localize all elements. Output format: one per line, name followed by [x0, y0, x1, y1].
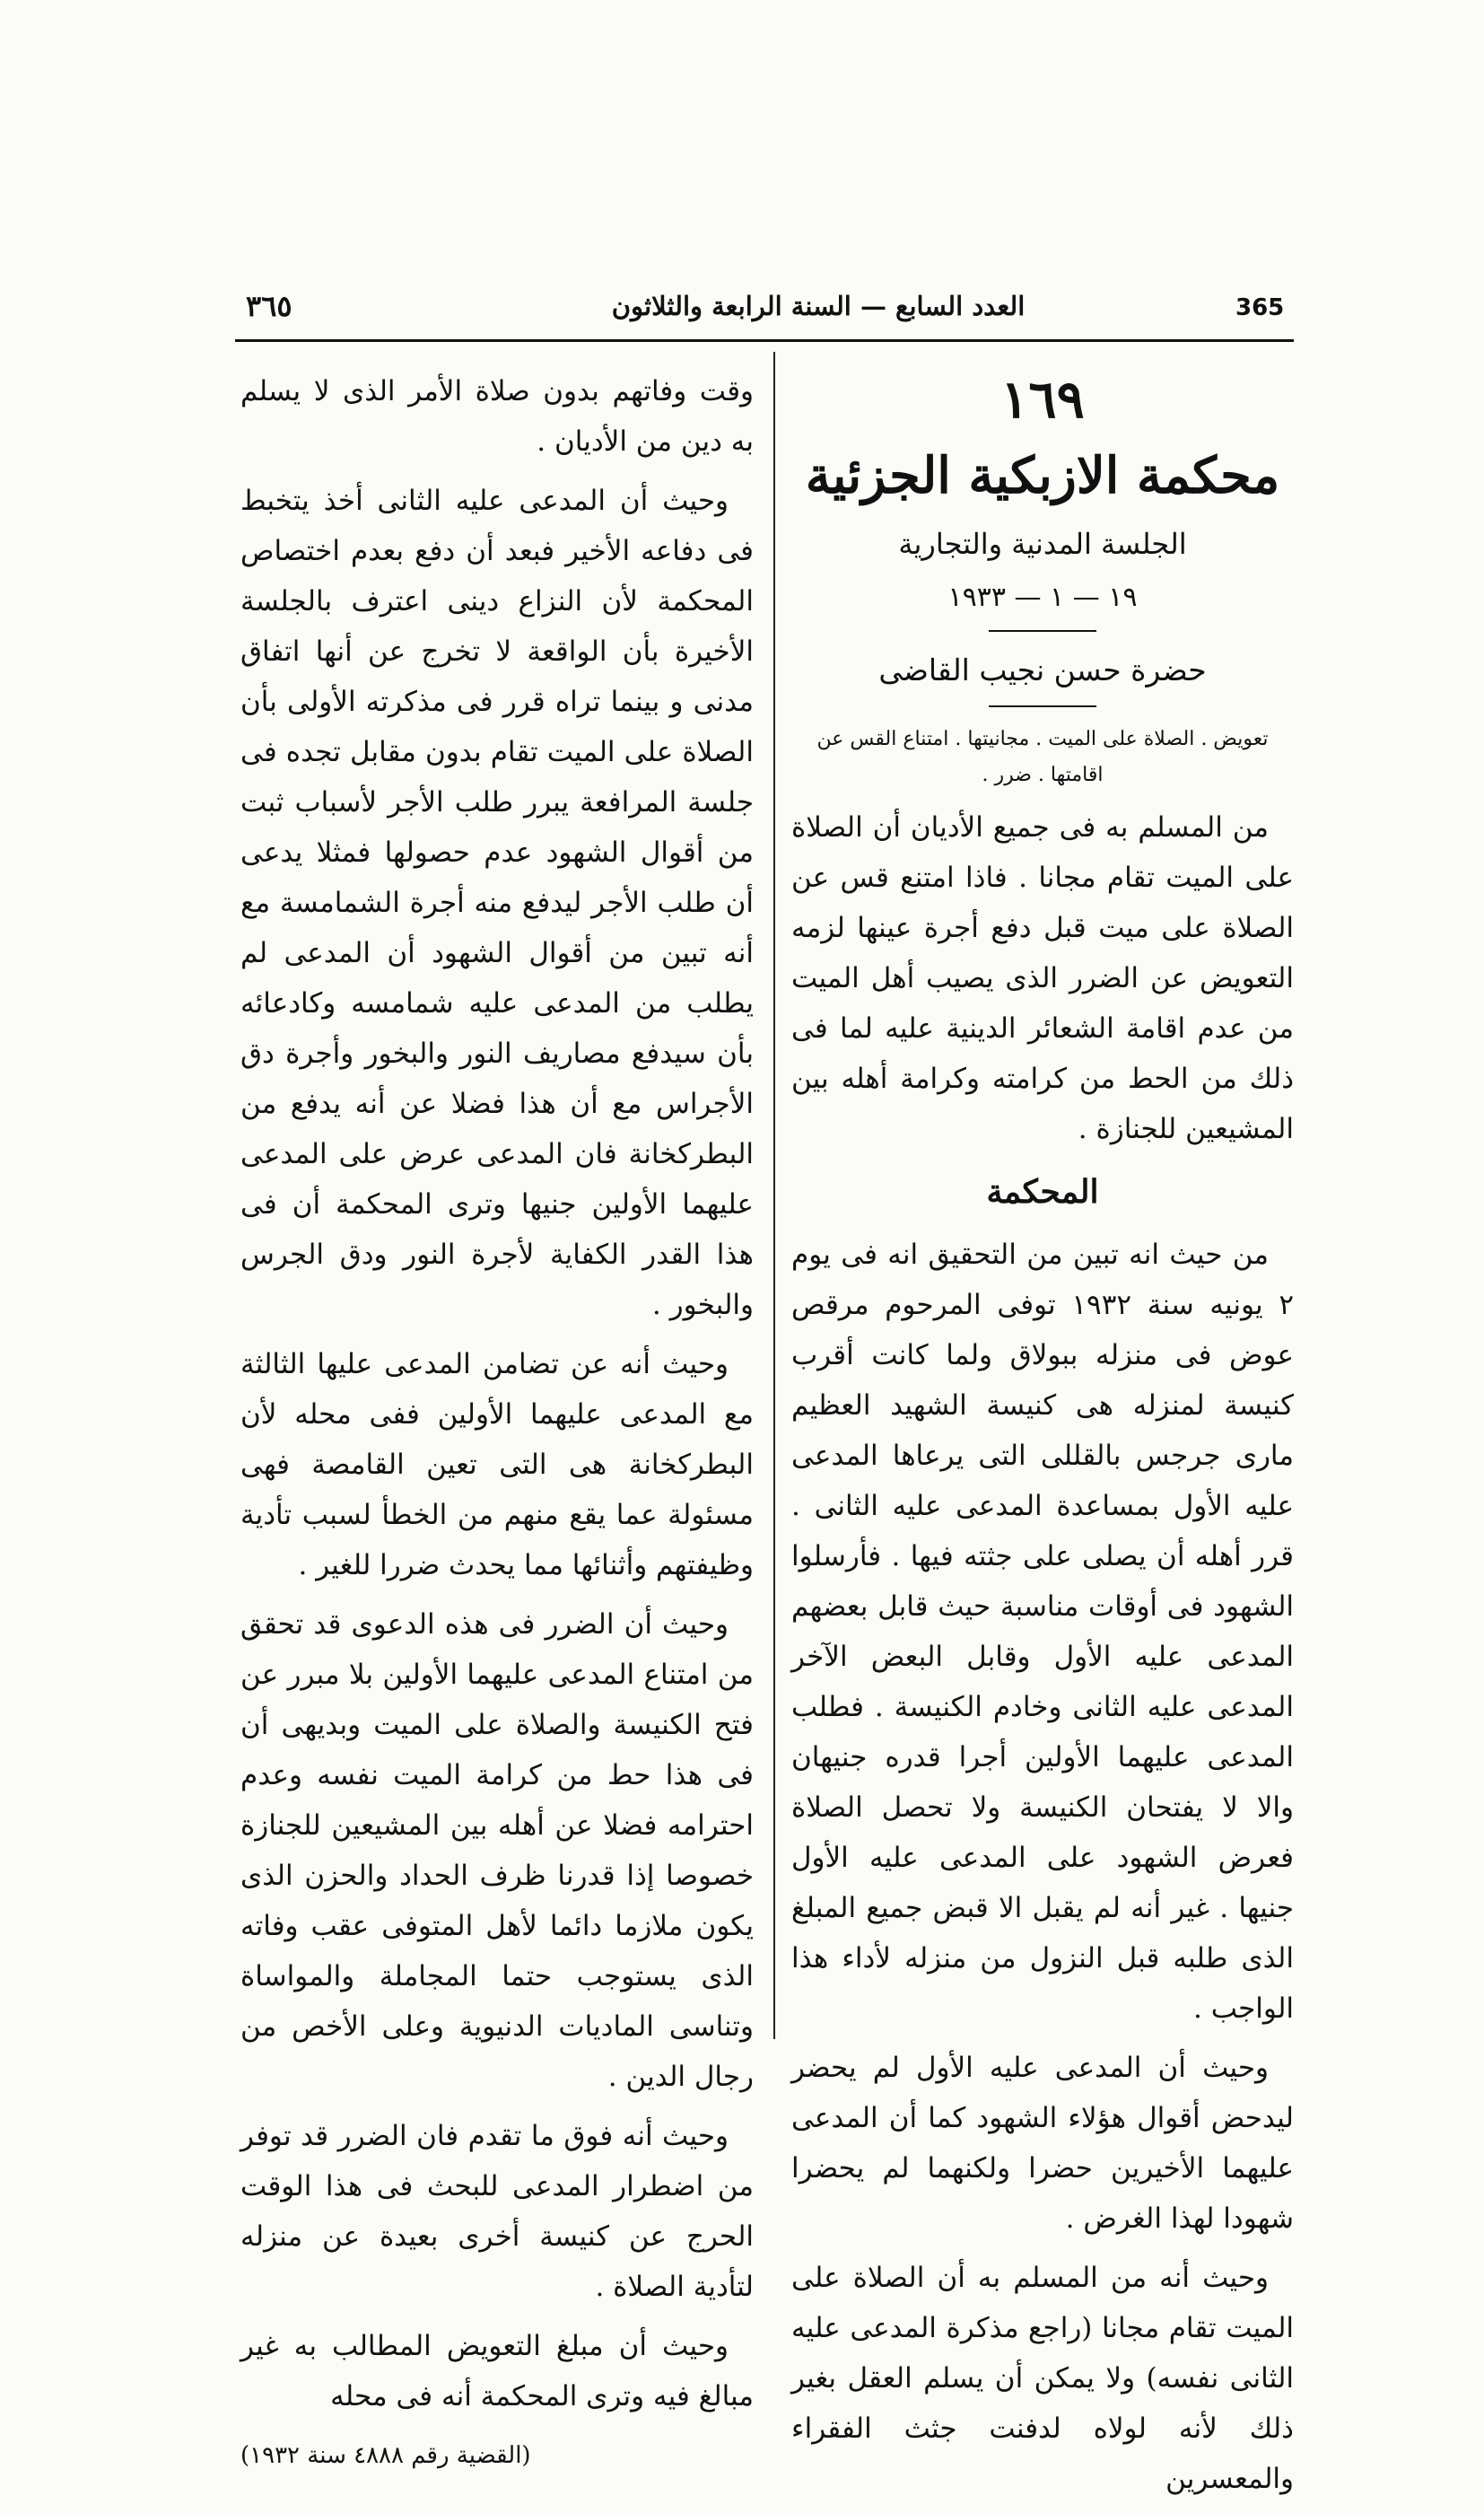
header-rule [235, 339, 1294, 342]
separator-rule [989, 630, 1096, 632]
judgment-paragraph: وقت وفاتهم بدون صلاة الأمر الذى لا يسلم به دين من الأديان . [240, 375, 754, 458]
issue-title: العدد السابع — السنة الرابعة والثلاثون [611, 291, 1026, 321]
left-column [240, 366, 754, 2490]
judgment-paragraph: وحيث أن مبلغ التعويض المطالب به غير مبالغ فيه وترى المحكمة أنه فى محله [240, 2330, 754, 2412]
session-date: ١٩ — ١ — ١٩٣٣ [947, 582, 1138, 613]
judgment-paragraph: من حيث انه تبين من التحقيق انه فى يوم ٢ يونيه سنة ١٩٣٢ توفى المرحوم مرقص عوض فى منزله ببولاق ولما كانت أقرب كنيسة لمنزله هى كنيسة الشهيد العظيم مارى جرجس بالقللى التى يرعاها المدعى عليه الأول بمساعدة المدعى عليه الثانى . قرر أهله أن يصلى على جثته فيها . فأرسلوا الشهود فى أوقات مناسبة حيث قابل بعضهم المدعى عليه الأول وقابل البعض الآخر المدعى عليه الثانى وخادم الكنيسة . فطلب المدعى عليهما الأولين أجرا قدره جنيهان والا لا يفتحان الكنيسة ولا تحصل الصلاة فعرض الشهود على المدعى عليه الأول جنيها . غير أنه لم يقبل الا قبض جميع المبلغ الذى طلبه قبل النزول من منزله لأداء هذا الواجب . [791, 1239, 1294, 2025]
judgment-paragraph: وحيث أنه من المسلم به أن الصلاة على الميت تقام مجانا (راجع مذكرة المدعى عليه الثانى نفسه) ولا يمكن أن يسلم العقل بغير ذلك لأنه لولاه لدفنت جثث الفقراء والمعسرين [791, 2262, 1294, 2495]
judgment-paragraph: وحيث أن الضرر فى هذه الدعوى قد تحقق من امتناع المدعى عليهما الأولين بلا مبرر عن فتح الكنيسة والصلاة على الميت وبديهى أن فى هذا حط من كرامة الميت نفسه وعدم احترامه فضلا عن أهله بين المشيعين للجنازة خصوصا إذا قدرنا ظرف الحداد والحزن الذى يكون ملازما دائما لأهل المتوفى عقب وفاته الذى يستوجب حتما المجاملة والمواساة وتناسى الماديات الدنيوية وعلى الأخص من رجال الدين . [240, 1608, 754, 2093]
case-number: ١٦٩ [1000, 369, 1085, 430]
separator-rule [989, 705, 1096, 707]
case-keywords: تعويض . الصلاة على الميت . مجانيتها . امتناع القس عن اقامتها . ضرر . [816, 728, 1269, 786]
judgment-paragraph: وحيث أنه فوق ما تقدم فان الضرر قد توفر من اضطرار المدعى للبحث فى هذا الوقت الحرج عن كنيسة أخرى بعيدة عن منزله لتأدية الصلاة . [240, 2120, 754, 2303]
case-citation: (القضية رقم ٤٨٨٨ سنة ١٩٣٢) [240, 2442, 531, 2469]
presiding-judge: حضرة حسن نجيب القاضى [878, 652, 1207, 687]
court-name: محكمة الازبكية الجزئية [805, 446, 1280, 505]
judgment-paragraph: وحيث أن المدعى عليه الثانى أخذ يتخبط فى دفاعه الأخير فبعد أن دفع بعدم اختصاص المحكمة لأن النزاع دينى اعترف بالجلسة الأخيرة بأن الواقعة لا تخرج عن أنها اتفاق مدنى و بينما تراه قرر فى مذكرته الأولى بأن الصلاة على الميت تقام بدون مقابل تجده فى جلسة المرافعة يبرر طلب الأجر لأسباب ثبت من أقوال الشهود عدم حصولها فمثلا يدعى أن طلب الأجر ليدفع منه أجرة الشمامسة مع أنه تبين من أقوال الشهود أن المدعى لم يطلب من المدعى عليه شمامسه وكادعائه بأن سيدفع مصاريف النور والبخور وأجرة دق الأجراس مع أن هذا فضلا عن أنه يدفع من البطركخانة فان المدعى عرض على المدعى عليهما الأولين جنيها وترى المحكمة أن فى هذا القدر الكفاية لأجرة النور ودق الجرس والبخور . [240, 485, 754, 1321]
page-number-arabic: ٣٦٥ [246, 289, 292, 323]
judgment-paragraph: وحيث أنه عن تضامن المدعى عليها الثالثة مع المدعى عليهما الأولين ففى محله لأن البطركخانة هى التى تعين القامصة فهى مسئولة عما يقع منهم من الخطأ لسبب تأدية وظيفتهم وأثنائها مما يحدث ضررا للغير . [240, 1348, 754, 1581]
page-number-latin: 365 [1235, 294, 1285, 321]
column-divider [773, 352, 775, 2039]
section-title: المحكمة [986, 1173, 1099, 1211]
session-name: الجلسة المدنية والتجارية [898, 527, 1187, 561]
running-header [235, 289, 1294, 332]
judgment-paragraph: وحيث أن المدعى عليه الأول لم يحضر ليدحض أقوال هؤلاء الشهود كما أن المدعى عليهما الأخيرين حضرا ولكنهما لم يحضرا شهودا لهذا الغرض . [791, 2052, 1294, 2235]
right-column [791, 368, 1294, 2513]
legal-principle: من المسلم به فى جميع الأديان أن الصلاة على الميت تقام مجانا . فاذا امتنع قس عن الصلاة على ميت قبل دفع أجرة عينها لزمه التعويض عن الضرر الذى يصيب أهل الميت من عدم اقامة الشعائر الدينية عليه لما فى ذلك من الحط من كرامته وكرامة أهله بين المشيعين للجنازة . [791, 811, 1294, 1145]
